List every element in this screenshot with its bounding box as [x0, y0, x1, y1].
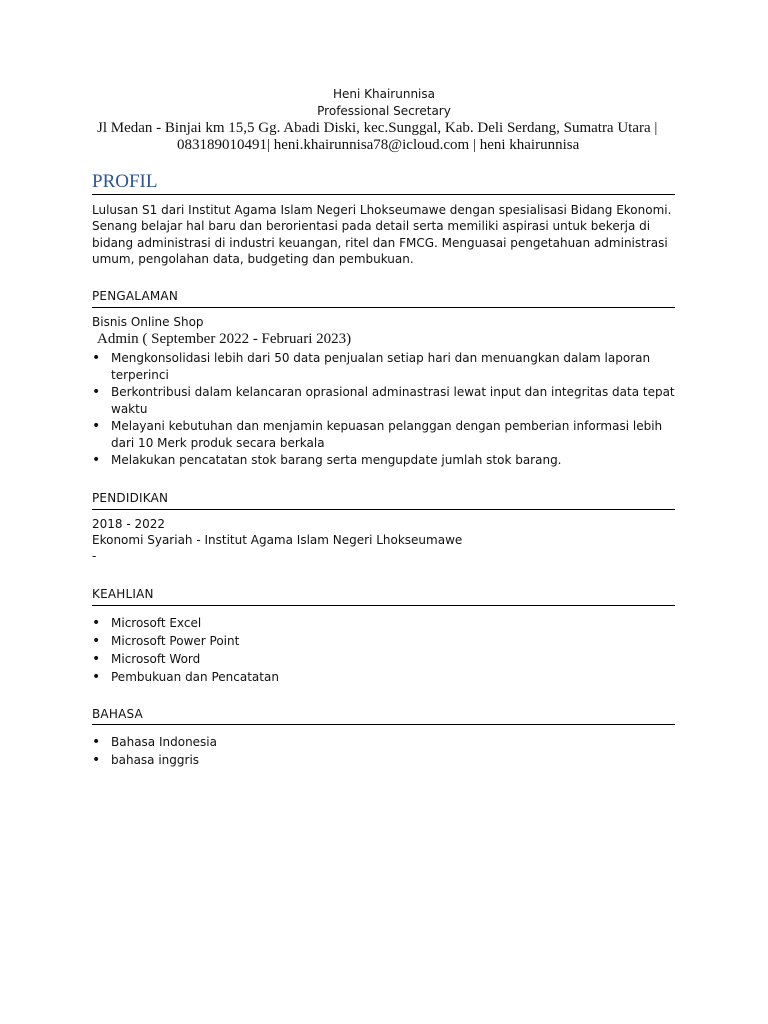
list-item: • Bahasa Indonesia [92, 733, 675, 751]
company-name: Bisnis Online Shop [92, 315, 204, 329]
education-years: 2018 - 2022 [92, 517, 166, 531]
pendidikan-heading: PENDIDIKAN [92, 491, 169, 505]
bahasa-divider [92, 724, 675, 725]
list-item: • Melayani kebutuhan dan menjamin kepuasan pelanggan dengan pemberian informasi lebih dari 10 Merk produk secara berkala [92, 418, 675, 452]
profil-heading: PROFIL [92, 171, 158, 192]
role-line [97, 331, 351, 348]
experience-list [92, 350, 675, 469]
role-period: ( September 2022 - Februari 2023) [142, 331, 352, 347]
profil-divider [92, 194, 675, 195]
list-item: • Berkontribusi dalam kelancaran oprasional adminastrasi lewat input dan integritas data tepat waktu [92, 384, 675, 418]
list-item: • Microsoft Excel [92, 614, 675, 632]
pendidikan-divider [92, 509, 675, 510]
list-item: • Microsoft Power Point [92, 632, 675, 650]
skills-list [92, 614, 675, 686]
language-list [92, 733, 675, 769]
applicant-name: Heni Khairunnisa [332, 87, 435, 101]
list-item: • Microsoft Word [92, 650, 675, 668]
education-school: Ekonomi Syariah - Institut Agama Islam Negeri Lhokseumawe [92, 533, 463, 547]
role-title: Admin [97, 331, 139, 347]
profil-text: Lulusan S1 dari Institut Agama Islam Negeri Lhokseumawe dengan spesialisasi Bidang Ekonomi. Senang belajar hal baru dan berorientasi pada detail serta memiliki aspirasi untuk bekerja di bidang administrasi di industri keuangan, ritel dan FMCG. Menguasai pengetahuan administrasi umum, pengolahan data, budgeting dan pembukuan. [92, 203, 672, 266]
contact-line: 083189010491| heni.khairunnisa78@icloud.com | heni khairunnisa [177, 137, 580, 153]
applicant-title: Professional Secretary [317, 104, 451, 118]
list-item: • Pembukuan dan Pencatatan [92, 668, 675, 686]
pengalaman-heading: PENGALAMAN [92, 289, 179, 303]
keahlian-heading: KEAHLIAN [92, 587, 154, 601]
list-item: • bahasa inggris [92, 751, 675, 769]
education-extra: - [92, 549, 97, 563]
pengalaman-divider [92, 307, 675, 308]
keahlian-divider [92, 605, 675, 606]
list-item: • Mengkonsolidasi lebih dari 50 data penjualan setiap hari dan menuangkan dalam laporan terperinci [92, 350, 675, 384]
address-line: Jl Medan - Binjai km 15,5 Gg. Abadi Diski, kec.Sunggal, Kab. Deli Serdang, Sumatra Utara | [97, 120, 658, 136]
bahasa-heading: BAHASA [92, 707, 143, 721]
list-item: • Melakukan pencatatan stok barang serta mengupdate jumlah stok barang. [92, 452, 675, 469]
